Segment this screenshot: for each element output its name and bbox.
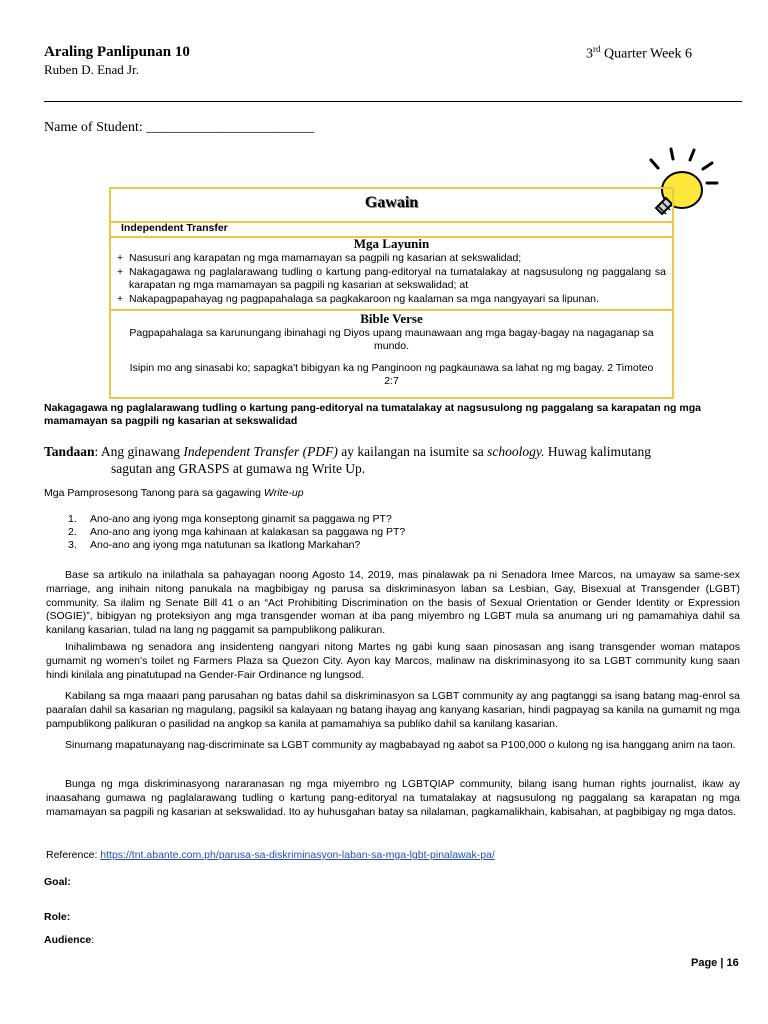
- gawain-title: Gawain: [364, 194, 419, 211]
- student-name-line: Name of Student: ________________________: [44, 120, 315, 135]
- bible-verse-section: [111, 311, 672, 397]
- tandaan-line2: sagutan ang GRASPS at gumawa ng Write Up.: [111, 461, 366, 476]
- objective-text: Nasusuri ang karapatan ng mga mamamayan sa pagpili ng kasarian at sekswalidad;: [129, 252, 522, 264]
- tandaan-text: Huwag kalimutang: [544, 444, 651, 459]
- bible-verse-intro: Pagpapahalaga sa karunungang ibinahagi ng Diyos upang maunawaan ang mga bagay-bagay na nagaganap sa mundo.: [129, 327, 654, 352]
- reference: [46, 849, 495, 861]
- bible-verse-text: Isipin mo ang sinasabi ko; sapagka't bibigyan ka ng Panginoon ng pagkaunawa sa lahat ng mg bagay. 2 Timoteo 2:7: [129, 362, 654, 387]
- question-number: 1.: [68, 513, 77, 525]
- question-text: Ano-ano ang iyong mga natutunan sa Ikatlong Markahan?: [90, 539, 361, 551]
- question-number: 2.: [68, 526, 77, 538]
- bullet: +: [117, 252, 124, 264]
- page-number: Page | 16: [691, 957, 739, 969]
- question-text: Ano-ano ang iyong mga konseptong ginamit sa paggawa ng PT?: [90, 513, 392, 525]
- gawain-box: [109, 187, 674, 399]
- bible-verse-heading: Bible Verse: [360, 311, 423, 326]
- gawain-title-row: [111, 189, 672, 223]
- tandaan-text: ay kailangan na isumite sa: [337, 444, 488, 459]
- questions-heading-writeup: Write-up: [263, 487, 304, 499]
- header-divider: [44, 101, 742, 102]
- article-paragraph: Kabilang sa mga maaari pang parusahan ng batas dahil sa diskriminasyon sa LGBT community ay ang pagtanggi sa isang batang mag-enrol sa paaralan dahil sa kasarian ng magulang, pagsikil sa kalayaan ng batang ihayag ang kanyang kasarian, hindi pagpayag sa kanila na gumamit ng mga pampublikong palikuran o pasilidad na angkop sa kanila at pamamahiya sa publiko dahil sa kanilang kasarian.: [46, 690, 740, 730]
- quarter-week: [586, 44, 692, 63]
- independent-transfer-label: Independent Transfer: [111, 221, 672, 238]
- question-item: [44, 513, 724, 526]
- objective-text: Nakagagawa ng paglalarawang tudling o kartung pang-editoryal na tumatalakay at nagsusulong ng paggalang sa karapatan ng mga mamamayan sa pagpili ng kasarian at sekswalidad; at: [129, 265, 666, 292]
- question-item: [44, 539, 724, 552]
- role-label: Role:: [44, 911, 71, 923]
- objectives-heading: Mga Layunin: [353, 236, 430, 251]
- article-paragraph: Sinumang mapatunayang nag-discriminate sa LGBT community ay magbabayad ng aabot sa P100,000 o kulong ng isa hanggang anim na taon.: [65, 739, 736, 751]
- question-text: Ano-ano ang iyong mga kahinaan at kalakasan sa paggawa ng PT?: [90, 526, 406, 538]
- questions-heading: [44, 487, 304, 499]
- article-paragraph: Inihalimbawa ng senadora ang insidenteng nangyari nitong Martes ng gabi kung saan pinosasan ang isang transgender woman matapos gumamit ng women’s toilet ng Farmers Plaza sa Quezon City. Ayon kay Marcos, malinaw na diskriminasyong ito sa LGBT community kung saan hindi kinilala ang pinatutupad na Gender-Fair Ordinance ng lungsod.: [46, 641, 740, 681]
- reference-label: Reference:: [46, 849, 101, 861]
- questions-heading-text: Mga Pamprosesong Tanong para sa gagawing: [44, 487, 264, 499]
- tandaan-pdf: Independent Transfer (PDF): [183, 444, 338, 459]
- quarter-number: 3: [586, 46, 593, 62]
- author-name: Ruben D. Enad Jr.: [44, 62, 139, 77]
- goal-label: Goal:: [44, 876, 71, 888]
- question-number: 3.: [68, 539, 77, 551]
- quarter-rest: Quarter Week 6: [600, 46, 693, 62]
- questions-list: [44, 513, 724, 552]
- objective-item: [117, 293, 666, 307]
- article-paragraph: Base sa artikulo na inilathala sa pahayagan noong Agosto 14, 2019, mas pinalawak pa ni Senadora Imee Marcos, na umayaw sa same-sex marriage, ang inihain nitong panukala na magbibigay ng parusa sa diskriminasyon laban sa Lesbian, Gay, Bisexual at Transgender (LGBT) community. Sa ilalim ng Senate Bill 41 o an “Act Prohibiting Discrimination on the basis of Sexual Orientation or Gender Identity or Expression (SOGIE)”, bibigyan ng proteksiyon ang mga transgender woman at iba pang miyembro ng LGBT mula sa anumang uri ng pamamahiya dahil sa kanilang kasarian, tulad na lang ng paggamit sa pampublikong palikuran.: [46, 569, 740, 637]
- subject-title: Araling Panlipunan 10: [44, 44, 190, 60]
- audience-colon: :: [91, 934, 95, 946]
- objective-item: [117, 266, 666, 293]
- tandaan-note: [44, 443, 744, 477]
- bullet: +: [117, 265, 124, 278]
- objective-text: Nakapagpapahayag ng pagpapahalaga sa pagkakaroon ng kaalaman sa mga nangyayari sa lipunan.: [129, 292, 599, 305]
- quarter-suffix: rd: [593, 44, 601, 54]
- audience-text: Audience: [44, 934, 92, 946]
- tandaan-schoology: schoology.: [487, 444, 545, 459]
- reference-link[interactable]: https://tnt.abante.com.ph/parusa-sa-diskriminasyon-laban-sa-mga-lgbt-pinalawak-pa/: [100, 849, 495, 861]
- audience-label: [44, 934, 94, 946]
- task-paragraph: Bunga ng mga diskriminasyong nararanasan ng mga miyembro ng LGBTQIAP community, bilang isang human rights journalist, ikaw ay inaasahang gumawa ng paglalarawang tudling o kartung pang-editoryal na tumatalakay at nagsusulong ng paggalang sa karapatan ng mga mamamayan sa pagpili ng kasarian at sekswalidad. Ito ay huhusgahan batay sa nilalaman, pagkamalikhain, kabisahan, at pagbibigay ng mga datos.: [46, 778, 740, 818]
- tandaan-text: : Ang ginawang: [94, 444, 184, 459]
- objectives-section: [111, 236, 672, 311]
- bullet: +: [117, 292, 124, 305]
- objective-statement: Nakagagawa ng paglalarawang tudling o kartung pang-editoryal na tumatalakay at nagsusulong ng paggalang sa karapatan ng mga mamamayan sa pagpili ng kasarian at sekswalidad: [44, 402, 701, 427]
- tandaan-label: Tandaan: [44, 444, 95, 459]
- question-item: [44, 526, 724, 539]
- objective-item: [117, 252, 666, 266]
